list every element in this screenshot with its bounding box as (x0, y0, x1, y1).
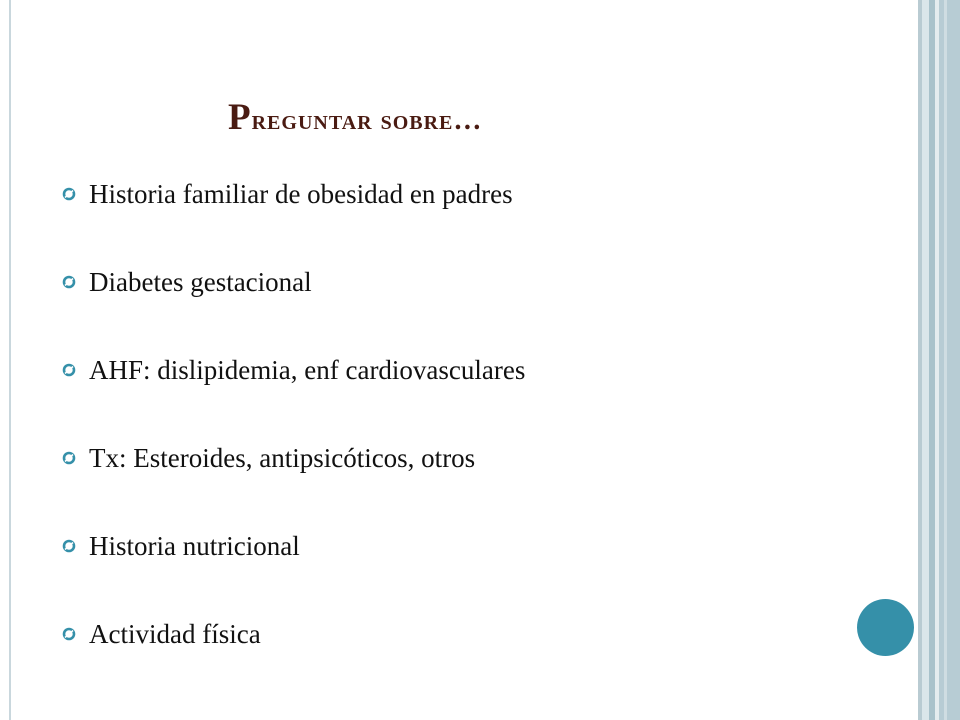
title-rest: reguntar sobre… (251, 105, 483, 136)
list-item (62, 438, 782, 478)
circle-bullet-icon (62, 275, 76, 289)
right-stripe (922, 0, 929, 720)
list-item (62, 174, 782, 214)
circle-bullet-icon (62, 451, 76, 465)
bullet-text: Diabetes gestacional (89, 266, 312, 297)
bullet-text: Historia familiar de obesidad en padres (89, 178, 513, 209)
circle-bullet-icon (62, 187, 76, 201)
title-first-letter: P (228, 97, 252, 138)
right-stripe (944, 0, 947, 720)
bullet-text: AHF: dislipidemia, enf cardiovasculares (89, 354, 526, 385)
circle-bullet-icon (62, 363, 76, 377)
accent-circle (857, 599, 914, 656)
list-item (62, 350, 782, 390)
list-item (62, 614, 782, 654)
circle-bullet-icon (62, 627, 76, 641)
list-item (62, 262, 782, 302)
bullet-text: Actividad física (89, 618, 261, 649)
bullet-text: Tx: Esteroides, antipsicóticos, otros (89, 442, 476, 473)
bullet-text: Historia nutricional (89, 530, 300, 561)
circle-bullet-icon (62, 539, 76, 553)
list-item (62, 526, 782, 566)
right-stripe (939, 0, 960, 720)
left-border-line (9, 0, 11, 720)
slide-title (228, 96, 482, 139)
